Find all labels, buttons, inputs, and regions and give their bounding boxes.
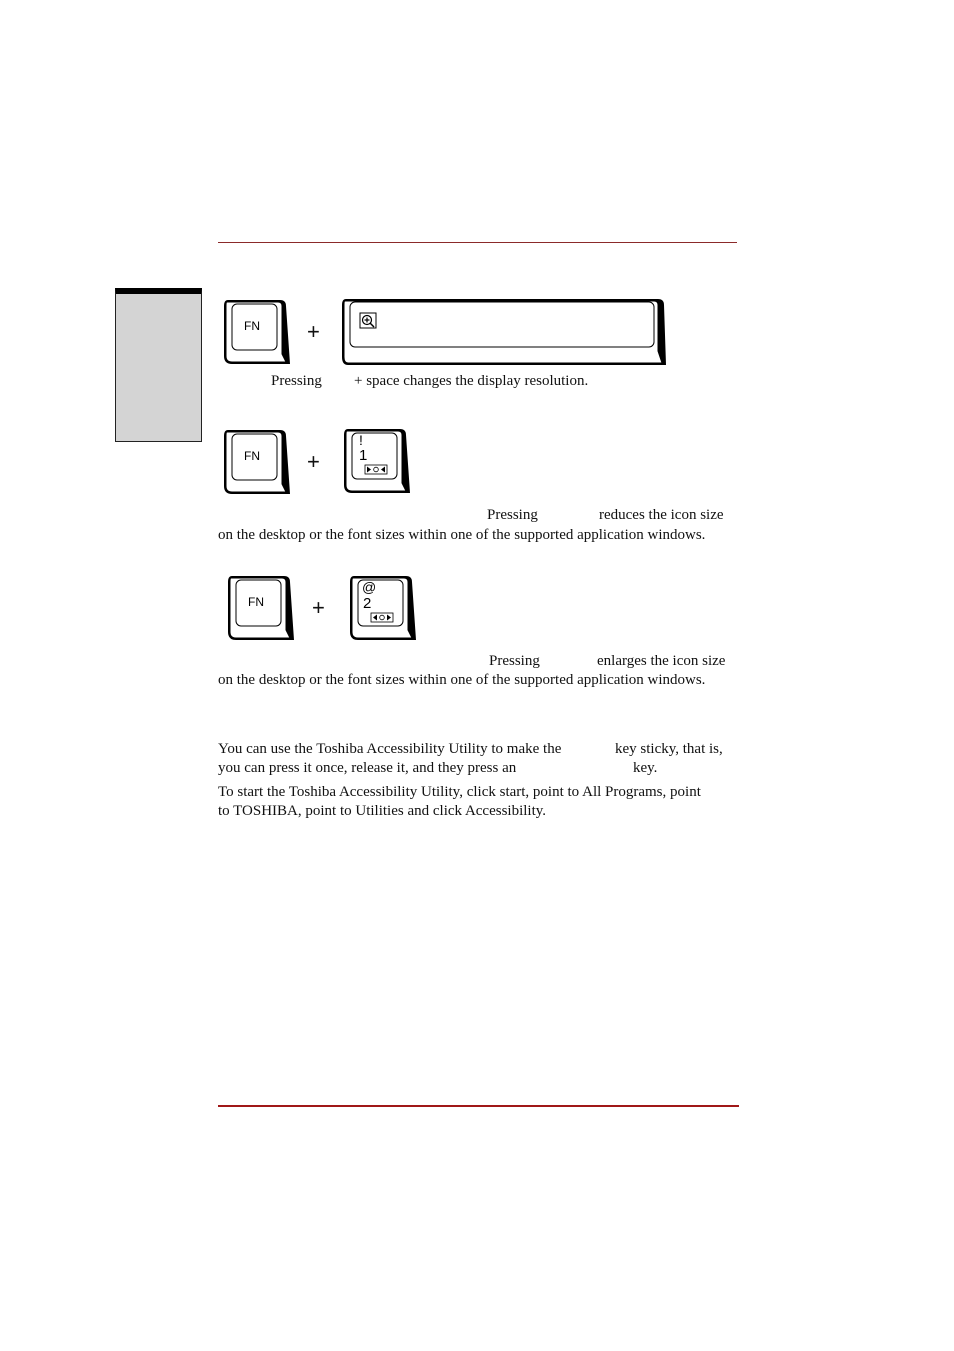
header-rule (218, 242, 737, 243)
sticky-line3: To start the Toshiba Accessibility Utility, click start, point to All Programs, point (218, 784, 701, 800)
fn-key-label: FN (244, 449, 260, 463)
key-2-bottom-glyph: 2 (363, 595, 372, 612)
section3-text-c: on the desktop or the font sizes within one of the supported application windows. (218, 672, 706, 688)
section2-text-c: on the desktop or the font sizes within one of the supported application windows. (218, 527, 706, 543)
section3-text-b: enlarges the icon size (597, 653, 726, 669)
plus-sign-3: + (312, 595, 325, 620)
sticky-line2-b: key. (633, 760, 658, 776)
footer-rule (218, 1105, 739, 1107)
key-2-top-glyph: @ (362, 579, 377, 595)
space-key (340, 297, 668, 367)
fn-key-1 (222, 298, 290, 368)
key-2 (348, 574, 416, 644)
sticky-line1-a: You can use the Toshiba Accessibility Utility to make the (218, 741, 562, 757)
zoom-out-icon (365, 465, 387, 474)
key-1-top-glyph: ! (359, 432, 363, 448)
chapter-side-tab (115, 288, 202, 442)
sticky-line1-b: key sticky, that is, (615, 741, 723, 757)
plus-sign-2: + (307, 449, 320, 474)
section1-text-a: Pressing (271, 373, 322, 389)
key-1-bottom-glyph: 1 (359, 447, 368, 464)
section3-text-a: Pressing (489, 653, 540, 669)
section1-text-b: + space changes the display resolution. (354, 373, 589, 389)
section2-text-b: reduces the icon size (599, 507, 724, 523)
sticky-line2-a: you can press it once, release it, and they press an (218, 760, 517, 776)
key-1 (342, 427, 410, 497)
fn-key-3 (226, 574, 294, 644)
fn-key-2 (222, 428, 290, 498)
zoom-in-icon (371, 613, 393, 622)
fn-key-label: FN (248, 595, 264, 609)
plus-sign-1: + (307, 319, 320, 344)
section2-text-a: Pressing (487, 507, 538, 523)
sticky-line4: to TOSHIBA, point to Utilities and click Accessibility. (218, 803, 547, 819)
fn-key-label: FN (244, 319, 260, 333)
magnifier-icon (360, 313, 376, 328)
